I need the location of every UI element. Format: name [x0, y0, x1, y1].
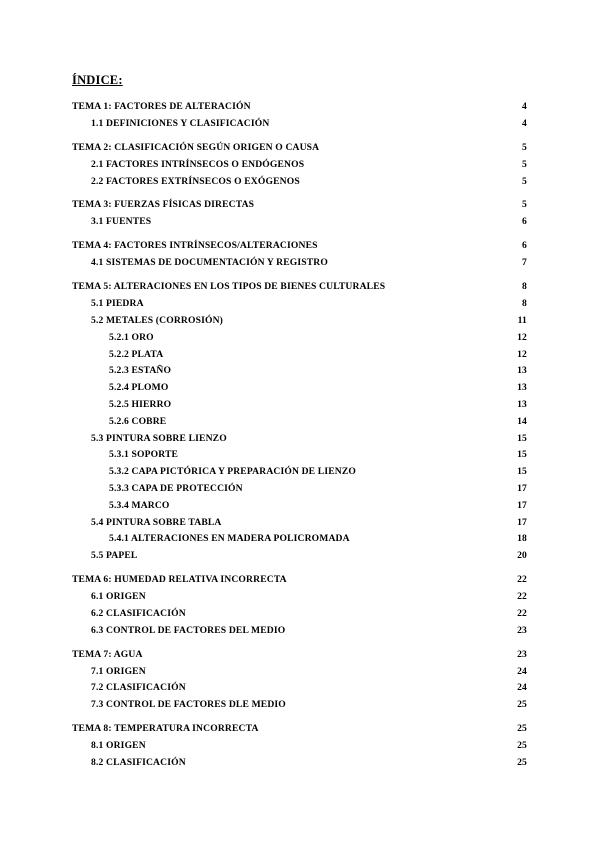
toc-entry-label: 5.3 PINTURA SOBRE LIENZO — [91, 433, 227, 444]
toc-entry-label: 5.5 PAPEL — [91, 550, 138, 561]
toc-page-number: 17 — [517, 517, 527, 528]
toc-entry[interactable] — [0, 157, 600, 173]
toc-entry-label: 7.1 ORIGEN — [91, 666, 146, 677]
toc-entry-label: 4.1 SISTEMAS DE DOCUMENTACIÓN Y REGISTRO — [91, 257, 328, 268]
toc-page-number: 13 — [517, 365, 527, 376]
toc-page-number: 25 — [517, 757, 527, 768]
toc-entry-label: 8.1 ORIGEN — [91, 740, 146, 751]
toc-entry-label: TEMA 7: AGUA — [72, 649, 143, 660]
toc-entry[interactable] — [0, 447, 600, 463]
toc-page-number: 25 — [517, 699, 527, 710]
toc-entry[interactable] — [0, 347, 600, 363]
toc-entry[interactable] — [0, 647, 600, 663]
toc-entry-label: TEMA 1: FACTORES DE ALTERACIÓN — [72, 101, 251, 112]
toc-page-number: 15 — [517, 466, 527, 477]
toc-entry-label: TEMA 2: CLASIFICACIÓN SEGÚN ORIGEN O CAUSA — [72, 142, 320, 153]
toc-entry-label: 5.3.3 CAPA DE PROTECCIÓN — [109, 483, 243, 494]
toc-page-number: 25 — [517, 723, 527, 734]
toc-page-number: 13 — [517, 399, 527, 410]
toc-entry[interactable] — [0, 380, 600, 396]
toc-entry[interactable] — [0, 623, 600, 639]
toc-entry[interactable] — [0, 755, 600, 771]
toc-entry[interactable] — [0, 214, 600, 230]
toc-entry[interactable] — [0, 464, 600, 480]
toc-entry-label: 6.2 CLASIFICACIÓN — [91, 608, 186, 619]
toc-entry-label: TEMA 5: ALTERACIONES EN LOS TIPOS DE BIENES CULTURALES — [72, 281, 386, 292]
toc-page-number: 5 — [522, 159, 527, 170]
toc-entry-label: 5.3.2 CAPA PICTÓRICA Y PREPARACIÓN DE LIENZO — [109, 466, 356, 477]
toc-page-number: 8 — [522, 281, 527, 292]
toc-entry-label: 5.2 METALES (CORROSIÓN) — [91, 315, 224, 326]
toc-page-number: 11 — [517, 315, 527, 326]
toc-page-number: 4 — [522, 118, 527, 129]
toc-entry[interactable] — [0, 313, 600, 329]
toc-page-number: 17 — [517, 483, 527, 494]
toc-page-number: 18 — [517, 533, 527, 544]
toc-entry[interactable] — [0, 99, 600, 115]
toc-entry-label: 8.2 CLASIFICACIÓN — [91, 757, 186, 768]
toc-entry[interactable] — [0, 296, 600, 312]
toc-page-number: 4 — [522, 101, 527, 112]
toc-entry-label: 5.2.5 HIERRO — [109, 399, 172, 410]
toc-entry[interactable] — [0, 572, 600, 588]
toc-page-number: 14 — [517, 416, 527, 427]
toc-entry[interactable] — [0, 697, 600, 713]
toc-page-number: 15 — [517, 449, 527, 460]
toc-entry[interactable] — [0, 606, 600, 622]
toc-page-number: 17 — [517, 500, 527, 511]
toc-entry[interactable] — [0, 680, 600, 696]
toc-entry-label: 7.3 CONTROL DE FACTORES DLE MEDIO — [91, 699, 286, 710]
toc-page-number: 23 — [517, 649, 527, 660]
toc-page-number: 13 — [517, 382, 527, 393]
toc-entry[interactable] — [0, 515, 600, 531]
toc-entry-label: 5.2.2 PLATA — [109, 349, 164, 360]
toc-page-number: 6 — [522, 240, 527, 251]
toc-entry[interactable] — [0, 238, 600, 254]
toc-page-number: 25 — [517, 740, 527, 751]
toc-entry-label: TEMA 6: HUMEDAD RELATIVA INCORRECTA — [72, 574, 287, 585]
toc-entry[interactable] — [0, 414, 600, 430]
toc-page-number: 12 — [517, 332, 527, 343]
index-title: ÍNDICE: — [72, 73, 123, 87]
toc-entry-label: 1.1 DEFINICIONES Y CLASIFICACIÓN — [91, 118, 270, 129]
toc-page-number: 22 — [517, 591, 527, 602]
toc-entry-label: 5.2.3 ESTAÑO — [109, 365, 172, 376]
toc-entry[interactable] — [0, 721, 600, 737]
toc-entry-label: 5.4.1 ALTERACIONES EN MADERA POLICROMADA — [109, 533, 350, 544]
toc-entry-label: 7.2 CLASIFICACIÓN — [91, 682, 186, 693]
toc-page-number: 24 — [517, 682, 527, 693]
toc-entry-label: 6.1 ORIGEN — [91, 591, 146, 602]
toc-entry-label: 5.4 PINTURA SOBRE TABLA — [91, 517, 222, 528]
toc-page-number: 24 — [517, 666, 527, 677]
toc-entry[interactable] — [0, 531, 600, 547]
toc-entry[interactable] — [0, 664, 600, 680]
toc-entry-label: 2.1 FACTORES INTRÍNSECOS O ENDÓGENOS — [91, 159, 305, 170]
toc-entry[interactable] — [0, 197, 600, 213]
toc-page-number: 5 — [522, 176, 527, 187]
toc-page-number: 12 — [517, 349, 527, 360]
toc-entry[interactable] — [0, 330, 600, 346]
toc-entry-label: 5.2.6 COBRE — [109, 416, 167, 427]
toc-entry-label: 5.2.4 PLOMO — [109, 382, 169, 393]
toc-entry[interactable] — [0, 589, 600, 605]
toc-entry-label: TEMA 4: FACTORES INTRÍNSECOS/ALTERACIONES — [72, 240, 318, 251]
toc-entry[interactable] — [0, 174, 600, 190]
toc-entry[interactable] — [0, 431, 600, 447]
toc-entry[interactable] — [0, 255, 600, 271]
toc-entry[interactable] — [0, 116, 600, 132]
toc-entry-label: 6.3 CONTROL DE FACTORES DEL MEDIO — [91, 625, 286, 636]
toc-page-number: 23 — [517, 625, 527, 636]
toc-page-number: 8 — [522, 298, 527, 309]
toc-entry[interactable] — [0, 498, 600, 514]
toc-entry-label: TEMA 3: FUERZAS FÍSICAS DIRECTAS — [72, 199, 255, 210]
toc-entry-label: 3.1 FUENTES — [91, 216, 152, 227]
toc-entry[interactable] — [0, 397, 600, 413]
toc-entry[interactable] — [0, 738, 600, 754]
toc-page-number: 5 — [522, 199, 527, 210]
toc-page-number: 15 — [517, 433, 527, 444]
toc-page-number: 6 — [522, 216, 527, 227]
toc-entry[interactable] — [0, 140, 600, 156]
toc-entry-label: 5.2.1 ORO — [109, 332, 154, 343]
toc-entry-label: TEMA 8: TEMPERATURA INCORRECTA — [72, 723, 259, 734]
toc-entry-label: 5.3.1 SOPORTE — [109, 449, 179, 460]
toc-entry[interactable] — [0, 481, 600, 497]
toc-entry-label: 5.1 PIEDRA — [91, 298, 144, 309]
toc-entry[interactable] — [0, 548, 600, 564]
toc-entry[interactable] — [0, 279, 600, 295]
toc-page-number: 22 — [517, 608, 527, 619]
toc-page-number: 7 — [522, 257, 527, 268]
toc-page-number: 5 — [522, 142, 527, 153]
toc-page-number: 20 — [517, 550, 527, 561]
toc-entry-label: 2.2 FACTORES EXTRÍNSECOS O EXÓGENOS — [91, 176, 300, 187]
toc-page-number: 22 — [517, 574, 527, 585]
toc-entry[interactable] — [0, 363, 600, 379]
toc-entry-label: 5.3.4 MARCO — [109, 500, 170, 511]
